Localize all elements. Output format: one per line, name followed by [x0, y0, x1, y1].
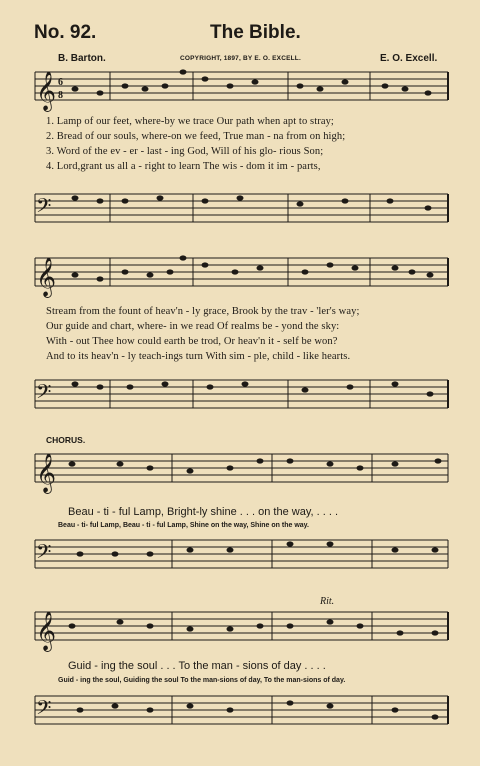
- staff-system-1-bass: [0, 186, 480, 236]
- copyright-notice: COPYRIGHT, 1897, BY E. O. EXCELL.: [180, 55, 301, 62]
- staff-chorus-2-treble: [0, 604, 480, 660]
- verse-line-4b: And to its heav'n - ly teach-ings turn With sim - ple, child - like hearts.: [46, 351, 351, 362]
- time-signature: 6: [58, 77, 63, 88]
- verse-line-3b: With - out Thee how could earth be trod, Or heav'n it - self be won?: [46, 336, 338, 347]
- bass-clef-icon: 𝄢: [36, 380, 52, 408]
- chorus-label: CHORUS.: [46, 435, 86, 445]
- verse-line-1b: Stream from the fount of heav'n - ly grace, Brook by the trav - 'ler's way;: [46, 306, 360, 317]
- verse-line-2b: Our guide and chart, where- in we read Of realms be - yond the sky:: [46, 321, 340, 332]
- hymn-number: No. 92.: [34, 22, 97, 43]
- chorus-response-2: Guid - ing the soul, Guiding the soul To the man-sions of day, To the man-sions of day.: [58, 677, 346, 684]
- staff-chorus-1-treble: [0, 446, 480, 502]
- verse-line-4a: 4. Lord,grant us all a - right to learn The wis - dom it im - parts,: [46, 161, 321, 172]
- treble-clef-icon: 𝄞: [36, 611, 57, 651]
- chorus-lyric-1: Beau - ti - ful Lamp, Bright-ly shine . . . on the way, . . . .: [68, 506, 339, 518]
- staff-system-2-treble: [0, 250, 480, 306]
- chorus-response-1: Beau - ti- ful Lamp, Beau - ti - ful Lamp, Shine on the way, Shine on the way.: [58, 522, 309, 529]
- bass-clef-icon: 𝄢: [36, 194, 52, 222]
- treble-clef-icon: 𝄞: [36, 453, 57, 493]
- staff-chorus-2-bass: [0, 688, 480, 738]
- verse-line-1a: 1. Lamp of our feet, where-by we trace Our path when apt to stray;: [46, 116, 334, 127]
- notes: [72, 69, 432, 95]
- staff-system-2-bass: [0, 372, 480, 422]
- treble-clef-icon: 𝄞: [36, 257, 57, 297]
- bass-clef-icon: 𝄢: [36, 540, 52, 568]
- staff-system-1-treble: [0, 64, 480, 120]
- ritardando-mark: Rit.: [320, 596, 335, 607]
- bass-clef-icon: 𝄢: [36, 696, 52, 724]
- composer: E. O. Excell.: [380, 53, 438, 64]
- time-signature-lower: 8: [58, 90, 63, 101]
- hymn-title: The Bible.: [210, 22, 301, 43]
- lyricist: B. Barton.: [58, 53, 106, 64]
- chorus-lyric-2: Guid - ing the soul . . . To the man - sions of day . . . .: [68, 660, 326, 672]
- verse-line-3a: 3. Word of the ev - er - last - ing God, Will of his glo- rious Son;: [46, 146, 324, 157]
- verse-line-2a: 2. Bread of our souls, where-on we feed, True man - na from on high;: [46, 131, 346, 142]
- staff-chorus-1-bass: [0, 532, 480, 582]
- treble-clef-icon: 𝄞: [36, 71, 57, 111]
